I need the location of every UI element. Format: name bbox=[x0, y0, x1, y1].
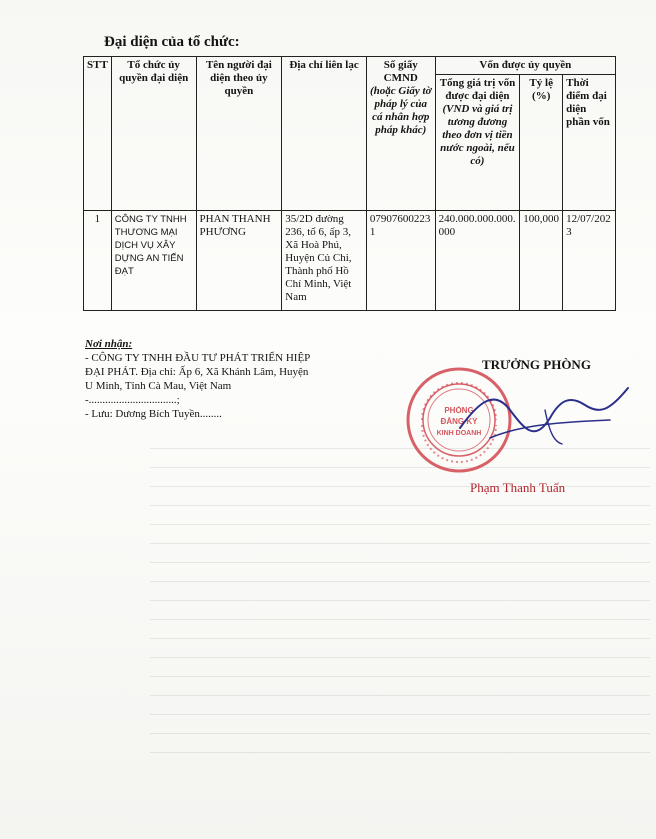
recipient-line-2: -................................; bbox=[85, 394, 180, 406]
header-total-main: Tổng giá trị vốn được đại diện bbox=[439, 77, 516, 102]
section-heading: Đại diện của tổ chức: bbox=[104, 34, 240, 50]
recipients-label: Nơi nhận: bbox=[85, 338, 133, 350]
header-stt: STT bbox=[84, 57, 112, 211]
header-total bbox=[435, 75, 520, 211]
header-rep: Tên người đại diện theo ủy quyền bbox=[196, 57, 282, 211]
cell-rep: PHAN THANH PHƯƠNG bbox=[196, 211, 282, 311]
recipients-block bbox=[85, 337, 315, 421]
recipient-line-1: - CÔNG TY TNHH ĐẦU TƯ PHÁT TRIỂN HIỆP ĐẠI PHÁT. Địa chỉ: Ấp 6, Xã Khánh Lâm, Huyện U Minh, Tỉnh Cà Mau, Việt Nam bbox=[85, 352, 310, 392]
cell-id: 079076002231 bbox=[366, 211, 435, 311]
cell-total: 240.000.000.000.000 bbox=[435, 211, 520, 311]
bleed-through-background bbox=[150, 430, 650, 760]
signer-name: Phạm Thanh Tuấn bbox=[470, 480, 566, 495]
recipient-line-3: - Lưu: Dương Bích Tuyền........ bbox=[85, 408, 222, 420]
svg-text:KINH DOANH: KINH DOANH bbox=[436, 430, 482, 437]
cell-org: CÔNG TY TNHH THƯƠNG MẠI DỊCH VỤ XÂY DỰNG AN TIẾN ĐẠT bbox=[111, 211, 196, 311]
header-id-note: (hoặc Giấy tờ pháp lý của cá nhân hợp pháp khác) bbox=[369, 85, 432, 136]
header-ratio: Tỷ lệ (%) bbox=[520, 75, 563, 211]
cell-address: 35/2D đường 236, tổ 6, ấp 3, Xã Hoà Phú, Huyện Củ Chi, Thành phố Hồ Chí Minh, Việt Nam bbox=[282, 211, 367, 311]
header-time: Thời điểm đại diện phần vốn bbox=[563, 75, 616, 211]
header-capital-group: Vốn được ủy quyền bbox=[435, 57, 615, 75]
svg-text:PHÒNG: PHÒNG bbox=[444, 406, 474, 415]
representative-table bbox=[83, 56, 616, 311]
header-total-note: (VND và giá trị tương đương theo đơn vị tiền nước ngoài, nếu có) bbox=[440, 103, 515, 167]
cell-time: 12/07/2023 bbox=[563, 211, 616, 311]
cell-stt: 1 bbox=[84, 211, 112, 311]
header-id-main: Số giấy CMND bbox=[383, 59, 418, 84]
cell-ratio: 100,000 bbox=[520, 211, 563, 311]
header-org: Tổ chức ủy quyền đại diện bbox=[111, 57, 196, 211]
signer-title: TRƯỞNG PHÒNG bbox=[482, 357, 591, 372]
svg-text:ĐĂNG KÝ: ĐĂNG KÝ bbox=[440, 417, 478, 426]
header-address: Địa chỉ liên lạc bbox=[282, 57, 367, 211]
handwritten-signature bbox=[450, 380, 640, 450]
header-id bbox=[366, 57, 435, 211]
